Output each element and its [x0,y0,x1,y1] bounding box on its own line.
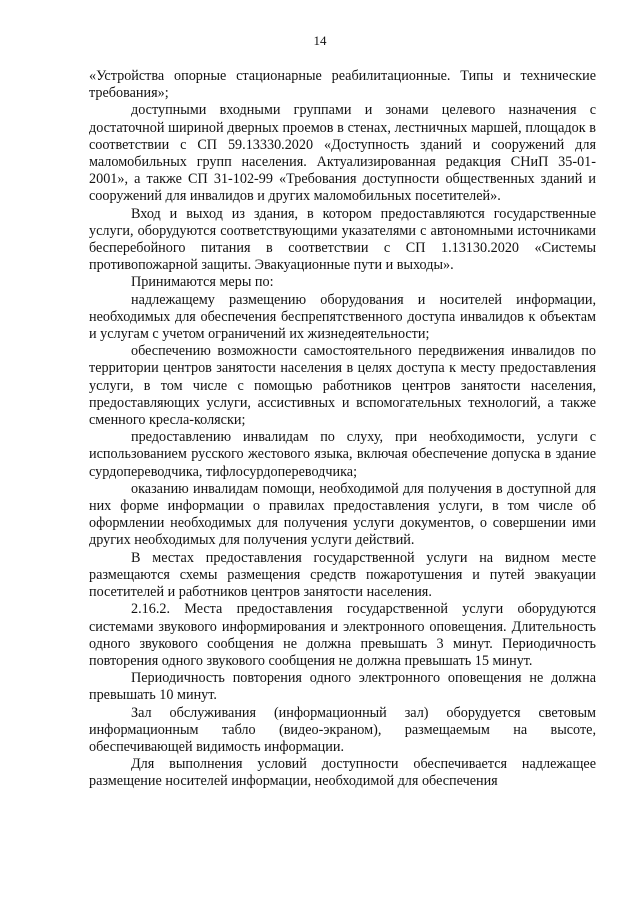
document-paragraph: надлежащему размещению оборудования и носителей информации, необходимых для обеспечения беспрепятственного доступа инвалидов к объектам и услугам с учетом ограничений их жизнедеятельности; [89,291,596,343]
document-paragraph: «Устройства опорные стационарные реабилитационные. Типы и технические требования»; [89,68,596,102]
document-paragraph: Для выполнения условий доступности обеспечивается надлежащее размещение носителей информации, необходимой для обеспечения [89,756,596,790]
document-paragraph: В местах предоставления государственной услуги на видном месте размещаются схемы размещения средств пожаротушения и путей эвакуации посетителей и работников центров занятости населения. [89,549,596,601]
document-body [89,68,596,791]
document-paragraph: Периодичность повторения одного электронного оповещения не должна превышать 10 минут. [89,670,596,704]
document-paragraph: оказанию инвалидам помощи, необходимой для получения в доступной для них форме информации о правилах предоставления услуги, в том числе об оформлении необходимых для получения услуги документов, о совершении ими других необходимых для получения услуги действий. [89,480,596,549]
document-paragraph: обеспечению возможности самостоятельного передвижения инвалидов по территории центров занятости населения в целях доступа к месту предоставления услуги, в том числе с помощью работников центров занятости населения, предоставляющих услуги, ассистивных и вспомогательных технологий, а также сменного кресла-коляски; [89,343,596,429]
document-paragraph: Зал обслуживания (информационный зал) оборудуется световым информационным табло (видео-экраном), размещаемым на высоте, обеспечивающей видимость информации. [89,704,596,755]
document-paragraph: Вход и выход из здания, в котором предоставляются государственные услуги, оборудуются соответствующими указателями с автономными источниками бесперебойного питания в соответствии с СП 1.13130.2020 «Системы противопожарной защиты. Эвакуационные пути и выходы». [89,205,596,274]
document-paragraph: 2.16.2. Места предоставления государственной услуги оборудуются системами звукового информирования и электронного оповещения. Длительность одного звукового сообщения не должна превышать 3 минут. Периодичность повторения одного звукового сообщения не должна превышать 15 минут. [89,601,596,669]
document-paragraph: Принимаются меры по: [131,274,274,291]
document-paragraph: предоставлению инвалидам по слуху, при необходимости, услуги с использованием русского жестового языка, включая обеспечение допуска в здание сурдопереводчика, тифлосурдопереводчика; [89,429,596,480]
page-number: 14 [313,33,327,48]
document-paragraph: доступными входными группами и зонами целевого назначения с достаточной шириной дверных проемов в стенах, лестничных маршей, площадок в соответствии с СП 59.13330.2020 «Доступность зданий и сооружений для маломобильных групп населения. Актуализированная редакция СНиП 35-01-2001», а также СП 31-102-99 «Требования доступности общественных зданий и сооружений для инвалидов и других маломобильных посетителей». [89,102,596,205]
